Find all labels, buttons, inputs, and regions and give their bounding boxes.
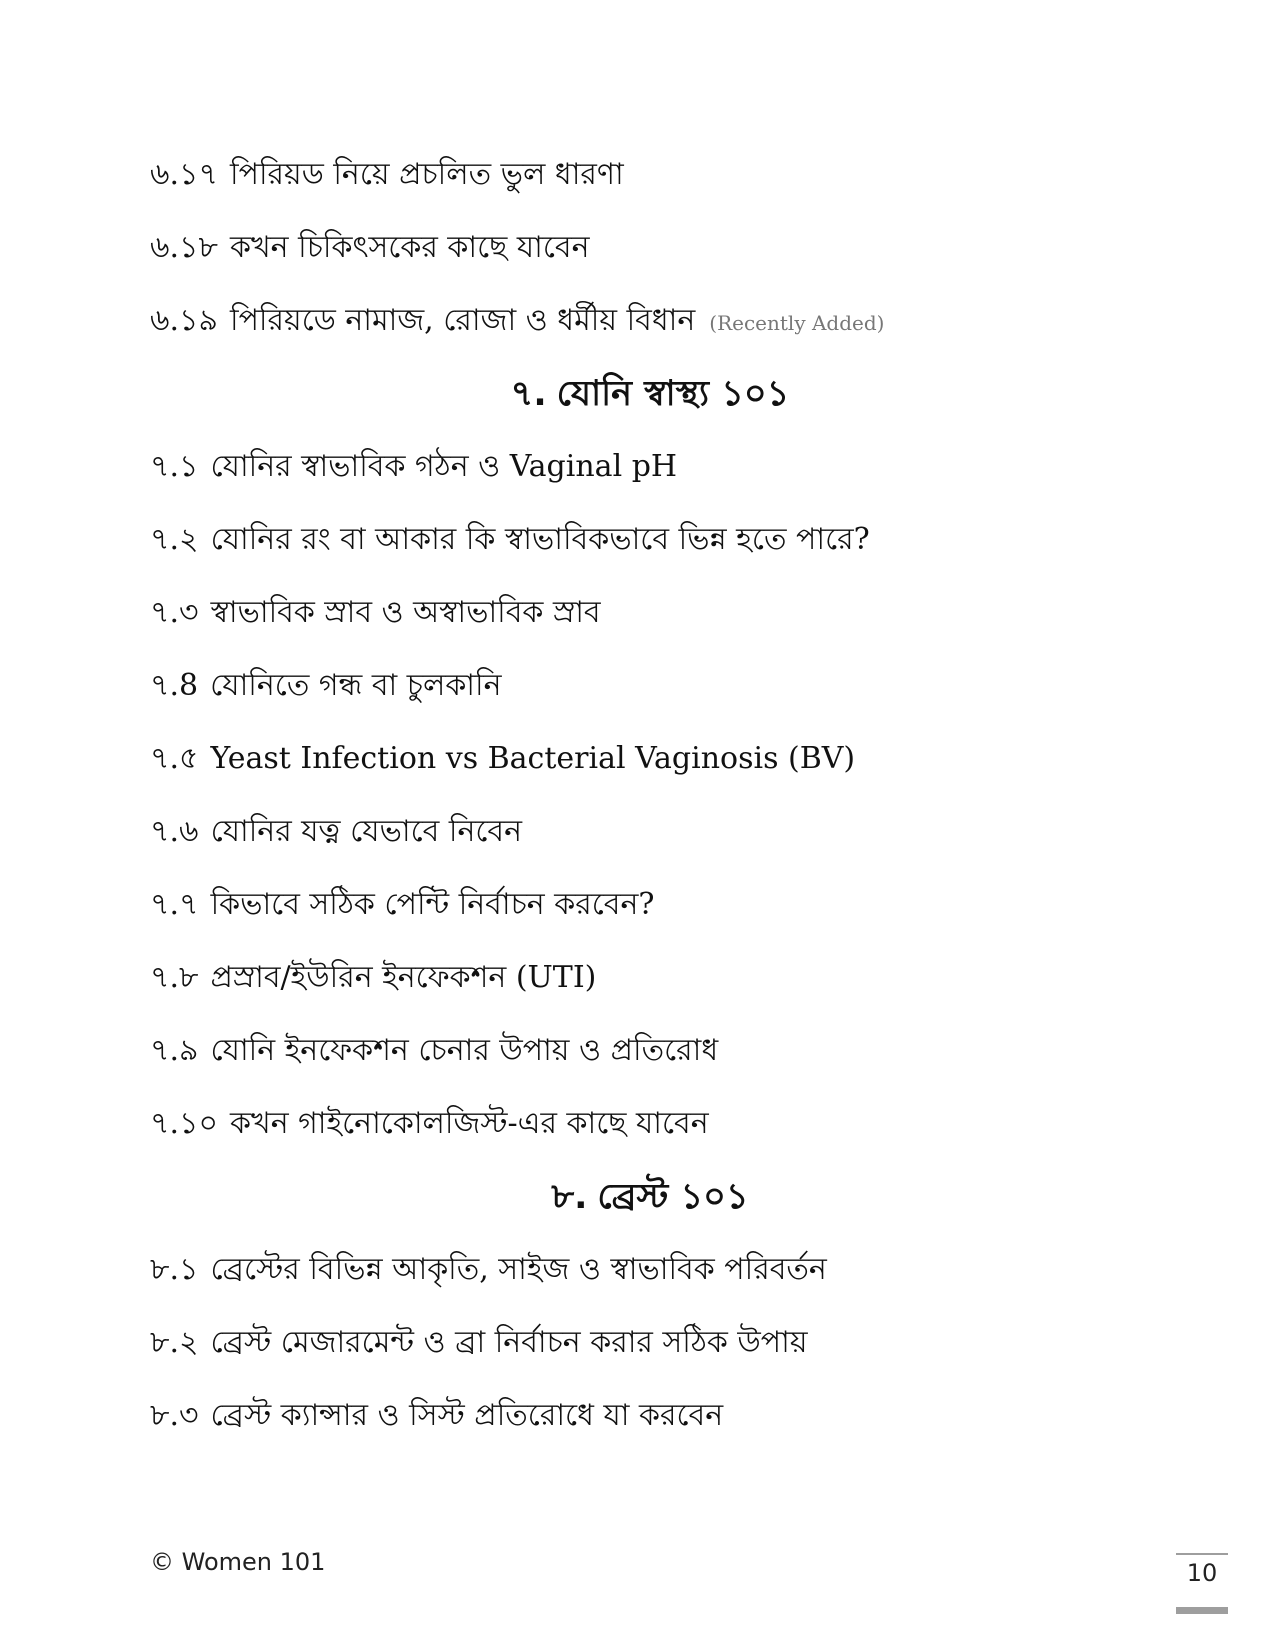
toc-entry-title: স্বাভাবিক স্রাব ও অস্বাভাবিক স্রাব: [210, 595, 601, 630]
toc-entry-title: কখন চিকিৎসকের কাছে যাবেন: [229, 230, 590, 265]
toc-entry-title: ব্রেস্ট মেজারমেন্ট ও ব্রা নির্বাচন করার সঠিক উপায়: [210, 1325, 808, 1360]
toc-entry-number: ৭.৮: [150, 960, 199, 995]
section-title: ব্রেস্ট ১০১: [597, 1177, 749, 1217]
recently-added-note: (Recently Added): [709, 311, 885, 335]
toc-entry-number: ৭.১০: [150, 1106, 219, 1141]
toc-entry-7-3: [150, 588, 1150, 661]
toc-entry-number: ৬.১৮: [150, 230, 218, 265]
toc-entry-6-18: [150, 223, 1150, 296]
section-number: ৮.: [551, 1177, 588, 1217]
toc-entry-title: যোনির রং বা আকার কি স্বাভাবিকভাবে ভিন্ন হতে পারে?: [210, 522, 870, 557]
toc-entry-7-4: [150, 661, 1150, 734]
toc-entry-number: ৭.১: [150, 449, 199, 484]
toc-entry-6-19: [150, 296, 1150, 369]
toc-entry-number: ৮.১: [150, 1252, 199, 1287]
toc-entry-number: ৭.8: [150, 668, 199, 703]
toc-entry-7-2: [150, 515, 1150, 588]
toc-entry-7-10: [150, 1099, 1150, 1172]
toc-entry-6-17: [150, 150, 1150, 223]
toc-entry-number: ৭.৭: [150, 887, 199, 922]
section-heading-7: [150, 369, 1150, 442]
section-heading-8: [150, 1172, 1150, 1245]
toc-entry-7-7: [150, 880, 1150, 953]
toc-entry-number: ৭.৯: [150, 1033, 199, 1068]
copyright-footer: © Women 101: [150, 1548, 326, 1576]
toc-entry-8-2: [150, 1318, 1150, 1391]
toc-entry-title: Yeast Infection vs Bacterial Vaginosis (BV): [210, 741, 856, 776]
table-of-contents: [150, 150, 1150, 1464]
toc-entry-title: যোনির স্বাভাবিক গঠন ও Vaginal pH: [210, 449, 678, 484]
toc-entry-8-1: [150, 1245, 1150, 1318]
toc-entry-number: ৭.৫: [150, 741, 199, 776]
toc-entry-number: ৬.১৭: [150, 157, 219, 192]
toc-entry-title: ব্রেস্ট ক্যান্সার ও সিস্ট প্রতিরোধে যা করবেন: [210, 1398, 724, 1433]
toc-entry-number: ৭.৬: [150, 814, 199, 849]
toc-entry-number: ৮.৩: [150, 1398, 199, 1433]
toc-entry-7-9: [150, 1026, 1150, 1099]
toc-entry-title: যোনির যত্ন যেভাবে নিবেন: [210, 814, 523, 849]
toc-entry-title: পিরিয়ড নিয়ে প্রচলিত ভুল ধারণা: [230, 157, 624, 192]
toc-entry-8-3: [150, 1391, 1150, 1464]
toc-entry-7-1: [150, 442, 1150, 515]
toc-entry-number: ৮.২: [150, 1325, 199, 1360]
toc-entry-title: যোনি ইনফেকশন চেনার উপায় ও প্রতিরোধ: [210, 1033, 719, 1068]
section-number: ৭.: [510, 374, 547, 414]
toc-entry-7-5: [150, 734, 1150, 807]
toc-entry-number: ৬.১৯: [150, 303, 218, 338]
toc-entry-7-6: [150, 807, 1150, 880]
toc-entry-title: ব্রেস্টের বিভিন্ন আকৃতি, সাইজ ও স্বাভাবিক পরিবর্তন: [210, 1252, 827, 1287]
section-title: যোনি স্বাস্থ্য ১০১: [556, 374, 790, 414]
toc-entry-number: ৭.২: [150, 522, 199, 557]
toc-entry-title: কিভাবে সঠিক পেন্টি নির্বাচন করবেন?: [210, 887, 655, 922]
page-number: 10: [1186, 1559, 1218, 1587]
toc-entry-title: যোনিতে গন্ধ বা চুলকানি: [210, 668, 502, 703]
toc-entry-title: কখন গাইনোকোলজিস্ট-এর কাছে যাবেন: [230, 1106, 709, 1141]
page-number-bar: [1176, 1607, 1228, 1614]
toc-entry-7-8: [150, 953, 1150, 1026]
toc-entry-title: প্রস্রাব/ইউরিন ইনফেকশন (UTI): [210, 960, 597, 995]
toc-entry-title: পিরিয়ডে নামাজ, রোজা ও ধর্মীয় বিধান: [229, 303, 696, 338]
page-number-box: [1176, 1553, 1228, 1607]
toc-entry-number: ৭.৩: [150, 595, 199, 630]
